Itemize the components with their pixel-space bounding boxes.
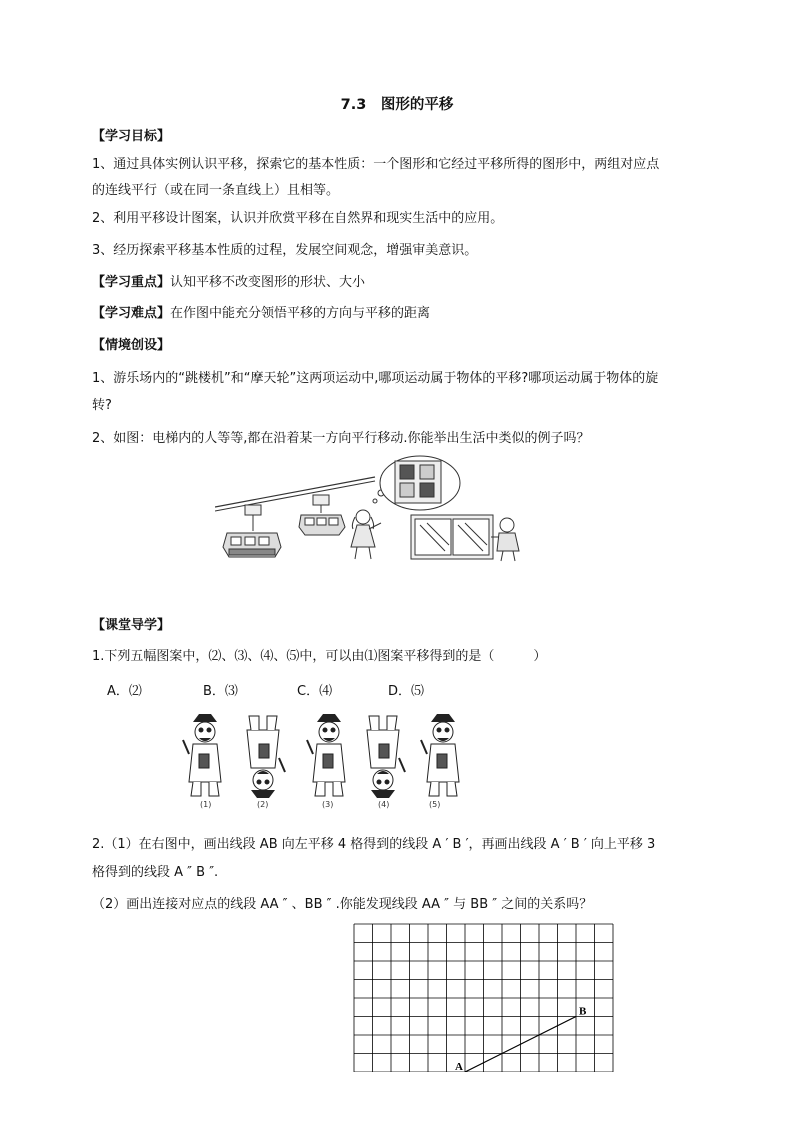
window-icon [411, 515, 493, 559]
scenario-heading: 【情境创设】 [92, 338, 171, 353]
difficulty-text: 在作图中能充分领悟平移的方向与平移的距离 [170, 306, 431, 321]
option-c[interactable]: C．⑷ [297, 684, 333, 699]
option-d[interactable]: D．⑸ [388, 684, 425, 699]
figure-1-icon [183, 714, 221, 796]
point-a-label: A [455, 1061, 463, 1072]
scenario-line: 转? [92, 398, 112, 413]
classroom-heading: 【课堂导学】 [92, 618, 171, 633]
figure-caption: (2) [257, 800, 269, 809]
key-point-text: 认知平移不改变图形的形状、大小 [170, 275, 366, 290]
figures-row [175, 708, 475, 800]
option-b[interactable]: B．⑶ [203, 684, 238, 699]
difficulty-row [92, 305, 430, 323]
question-1: 1.下列五幅图案中，⑵、⑶、⑷、⑸中，可以由⑴图案平移得到的是（ ） [92, 649, 547, 664]
cable-car-icon [223, 505, 281, 557]
figure-4-icon [367, 716, 405, 798]
goals-heading: 【学习目标】 [92, 129, 171, 144]
goal-line: 3、经历探索平移基本性质的过程，发展空间观念，增强审美意识。 [92, 243, 478, 258]
scenario-illustration [215, 455, 535, 565]
grid-lines [354, 924, 613, 1072]
goal-line: 的连线平行（或在同一条直线上）且相等。 [92, 183, 340, 198]
scenario-line: 2、如图：电梯内的人等等,都在沿着某一方向平行移动.你能举出生活中类似的例子吗？ [92, 431, 590, 446]
square-grid [352, 922, 618, 1072]
page-title: 7.3 图形的平移 [340, 97, 454, 113]
question-2-line: 格得到的线段 A ″ B ″. [92, 865, 219, 880]
boy-icon [491, 518, 519, 561]
key-point-row [92, 274, 365, 292]
goal-line: 2、利用平移设计图案，认识并欣赏平移在自然界和现实生活中的应用。 [92, 211, 504, 226]
figure-caption: (4) [378, 800, 390, 809]
option-a[interactable]: A．⑵ [107, 684, 142, 699]
figure-3-icon [307, 714, 345, 796]
thought-bubble-icon [373, 456, 460, 510]
key-point-label: 【学习重点】 [92, 275, 171, 290]
figure-2-icon [247, 716, 285, 798]
figure-5-icon [421, 714, 459, 796]
scenario-line: 1、游乐场内的“跳楼机”和“摩天轮”这两项运动中,哪项运动属于物体的平移?哪项运动属于物体的旋 [92, 371, 659, 386]
girl-icon [351, 510, 381, 559]
difficulty-label: 【学习难点】 [92, 306, 171, 321]
cable-car-icon [299, 495, 345, 535]
question-2-line: （2）画出连接对应点的线段 AA ″ 、BB ″ .你能发现线段 AA ″ 与 BB ″ 之间的关系吗？ [92, 897, 593, 912]
figure-caption: (5) [429, 800, 441, 809]
question-2-line: 2.（1）在右图中，画出线段 AB 向左平移 4 格得到的线段 A ′ B ′，再画出线段 A ′ B ′ 向上平移 3 [92, 837, 656, 852]
goal-line: 1、通过具体实例认识平移，探索它的基本性质：一个图形和它经过平移所得的图形中，两组对应点 [92, 157, 660, 172]
point-b-label: B [579, 1005, 587, 1018]
figure-caption: (3) [322, 800, 334, 809]
figure-caption: (1) [200, 800, 212, 809]
